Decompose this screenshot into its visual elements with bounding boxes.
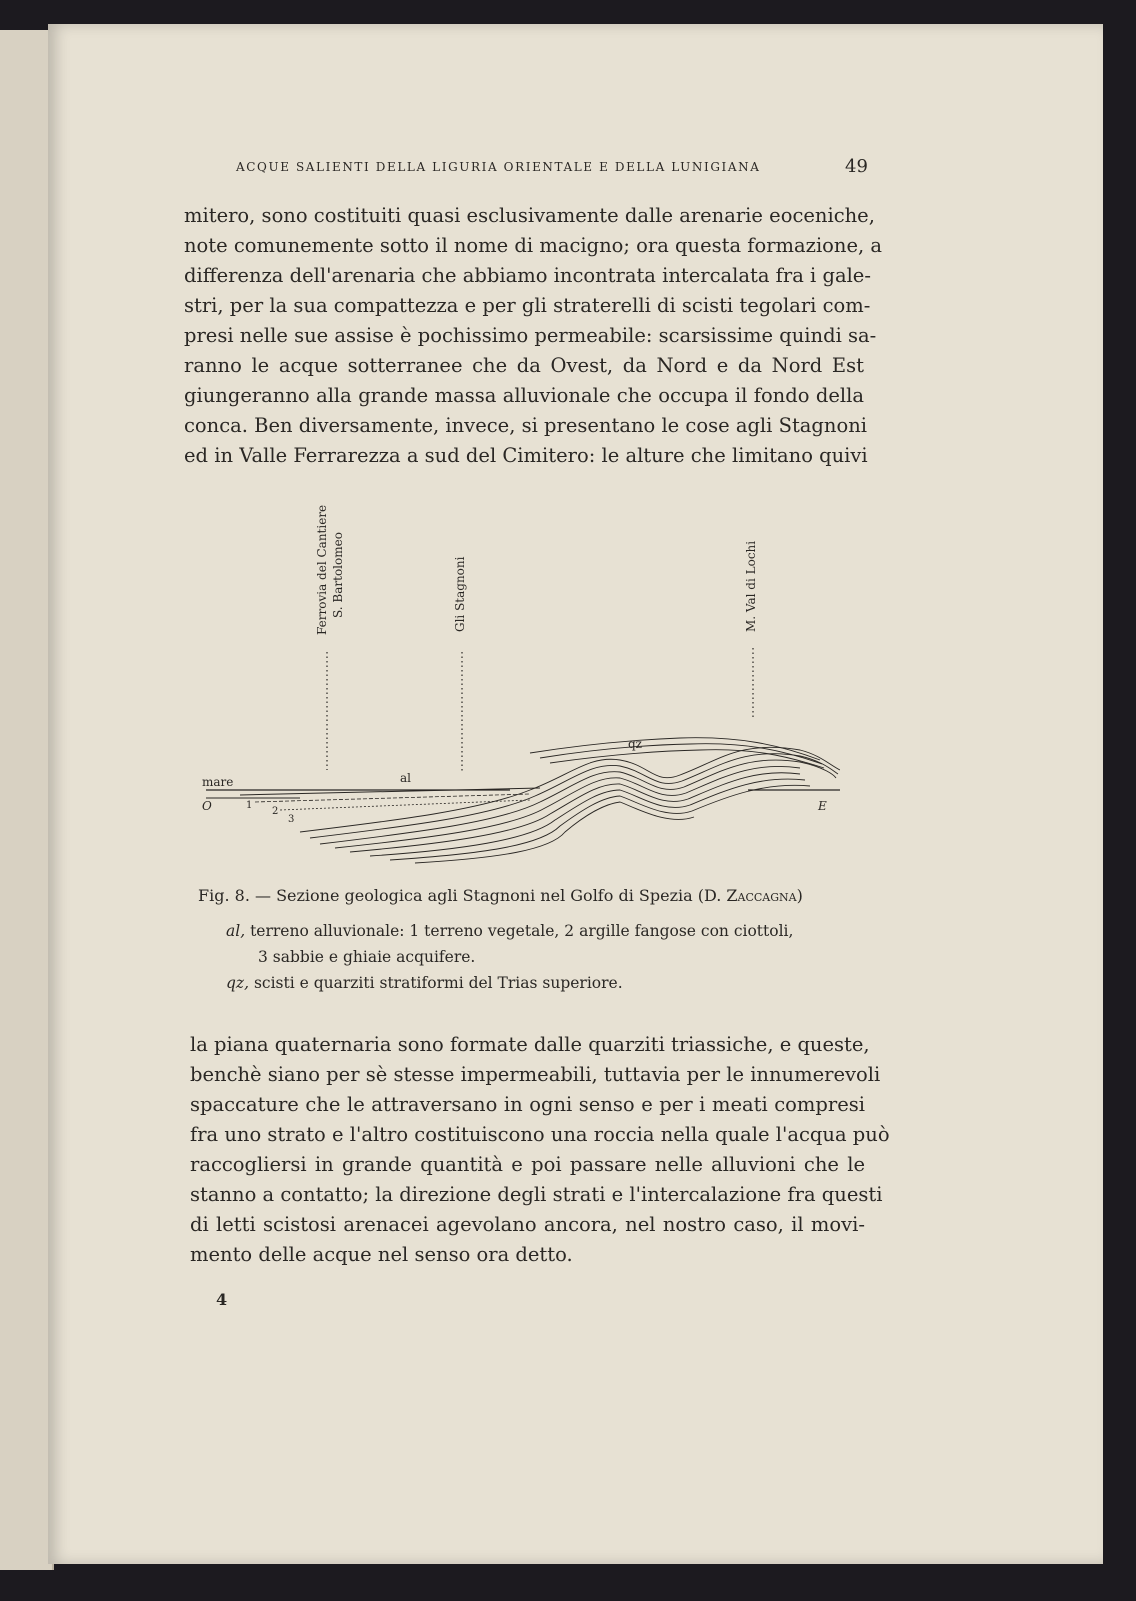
legend-qz	[226, 974, 623, 992]
label-layer-1: 1	[246, 800, 253, 811]
text-line: giungeranno alla grande massa alluvionale che occupa il fondo della	[184, 384, 864, 407]
text-line: spaccature che le attraversano in ogni senso e per i meati compresi	[190, 1093, 865, 1116]
text-line: di letti scistosi arenacei agevolano ancora, nel nostro caso, il movi-	[190, 1213, 865, 1236]
legend-al	[226, 922, 793, 940]
legend-qz-text: scisti e quarziti stratiformi del Trias superiore.	[249, 974, 623, 992]
caption-text: Fig. 8. — Sezione geologica agli Stagnoni nel Golfo di Spezia (D.	[198, 886, 727, 905]
text-line: note comunemente sotto il nome di macigno; ora questa formazione, a	[184, 234, 883, 257]
label-bartolomeo: S. Bartolomeo	[331, 532, 345, 618]
figure-caption	[198, 886, 803, 905]
label-val-di-lochi: M. Val di Lochi	[744, 540, 758, 632]
label-layer-3: 3	[288, 814, 295, 825]
label-mare: mare	[202, 775, 234, 789]
label-layer-2: 2	[272, 806, 279, 817]
text-line: mitero, sono costituiti quasi esclusivamente dalle arenarie eoceniche,	[184, 204, 875, 227]
text-line: conca. Ben diversamente, invece, si presentano le cose agli Stagnoni	[184, 414, 868, 437]
text-line: differenza dell'arenaria che abbiamo incontrata intercalata fra i gale-	[184, 264, 871, 287]
paragraph-2	[190, 1030, 890, 1270]
caption-suffix: )	[796, 886, 803, 905]
text-line: mento delle acque nel senso ora detto.	[190, 1243, 573, 1266]
text-line: raccogliersi in grande quantità e poi passare nelle alluvioni che le	[190, 1153, 865, 1176]
page-number: 49	[845, 156, 868, 177]
label-qz: qz	[628, 737, 643, 751]
label-west: O	[202, 799, 212, 813]
text-line: ranno le acque sotterranee che da Ovest, da Nord e da Nord Est	[184, 354, 864, 377]
label-ferrovia: Ferrovia del Cantiere	[315, 504, 329, 635]
legend-al-continued: 3 sabbie e ghiaie acquifere.	[258, 948, 476, 966]
facing-page-edge	[0, 30, 54, 1570]
text-line: stanno a contatto; la direzione degli strati e l'intercalazione fra questi	[190, 1183, 883, 1206]
label-al: al	[400, 771, 411, 785]
legend-al-text: terreno alluvionale: 1 terreno vegetale, 2 argille fangose con ciottoli,	[245, 922, 794, 940]
folded-strata	[300, 738, 840, 863]
text-line: presi nelle sue assise è pochissimo permeabile: scarsissime quindi sa-	[184, 324, 877, 347]
running-head: ACQUE SALIENTI DELLA LIGURIA ORIENTALE E DELLA LUNIGIANA	[236, 160, 761, 174]
legend-qz-key: qz,	[226, 974, 250, 992]
geological-section-figure	[200, 490, 840, 875]
label-east: E	[818, 799, 827, 813]
caption-author: Zaccagna	[726, 886, 797, 905]
text-line: benchè siano per sè stesse impermeabili, tuttavia per le innumerevoli	[190, 1063, 881, 1086]
text-line: la piana quaternaria sono formate dalle quarziti triassiche, e queste,	[190, 1033, 870, 1056]
text-line: fra uno strato e l'altro costituiscono una roccia nella quale l'acqua può	[190, 1123, 890, 1146]
label-stagnoni: Gli Stagnoni	[453, 556, 467, 632]
signature-mark: 4	[216, 1290, 228, 1309]
text-line: stri, per la sua compattezza e per gli straterelli di scisti tegolari com-	[184, 294, 871, 317]
paragraph-1	[184, 201, 883, 471]
text-line: ed in Valle Ferrarezza a sud del Cimitero: le alture che limitano quivi	[184, 444, 868, 467]
legend-al-key: al,	[226, 922, 246, 940]
alluvium-layer-1	[240, 788, 540, 795]
